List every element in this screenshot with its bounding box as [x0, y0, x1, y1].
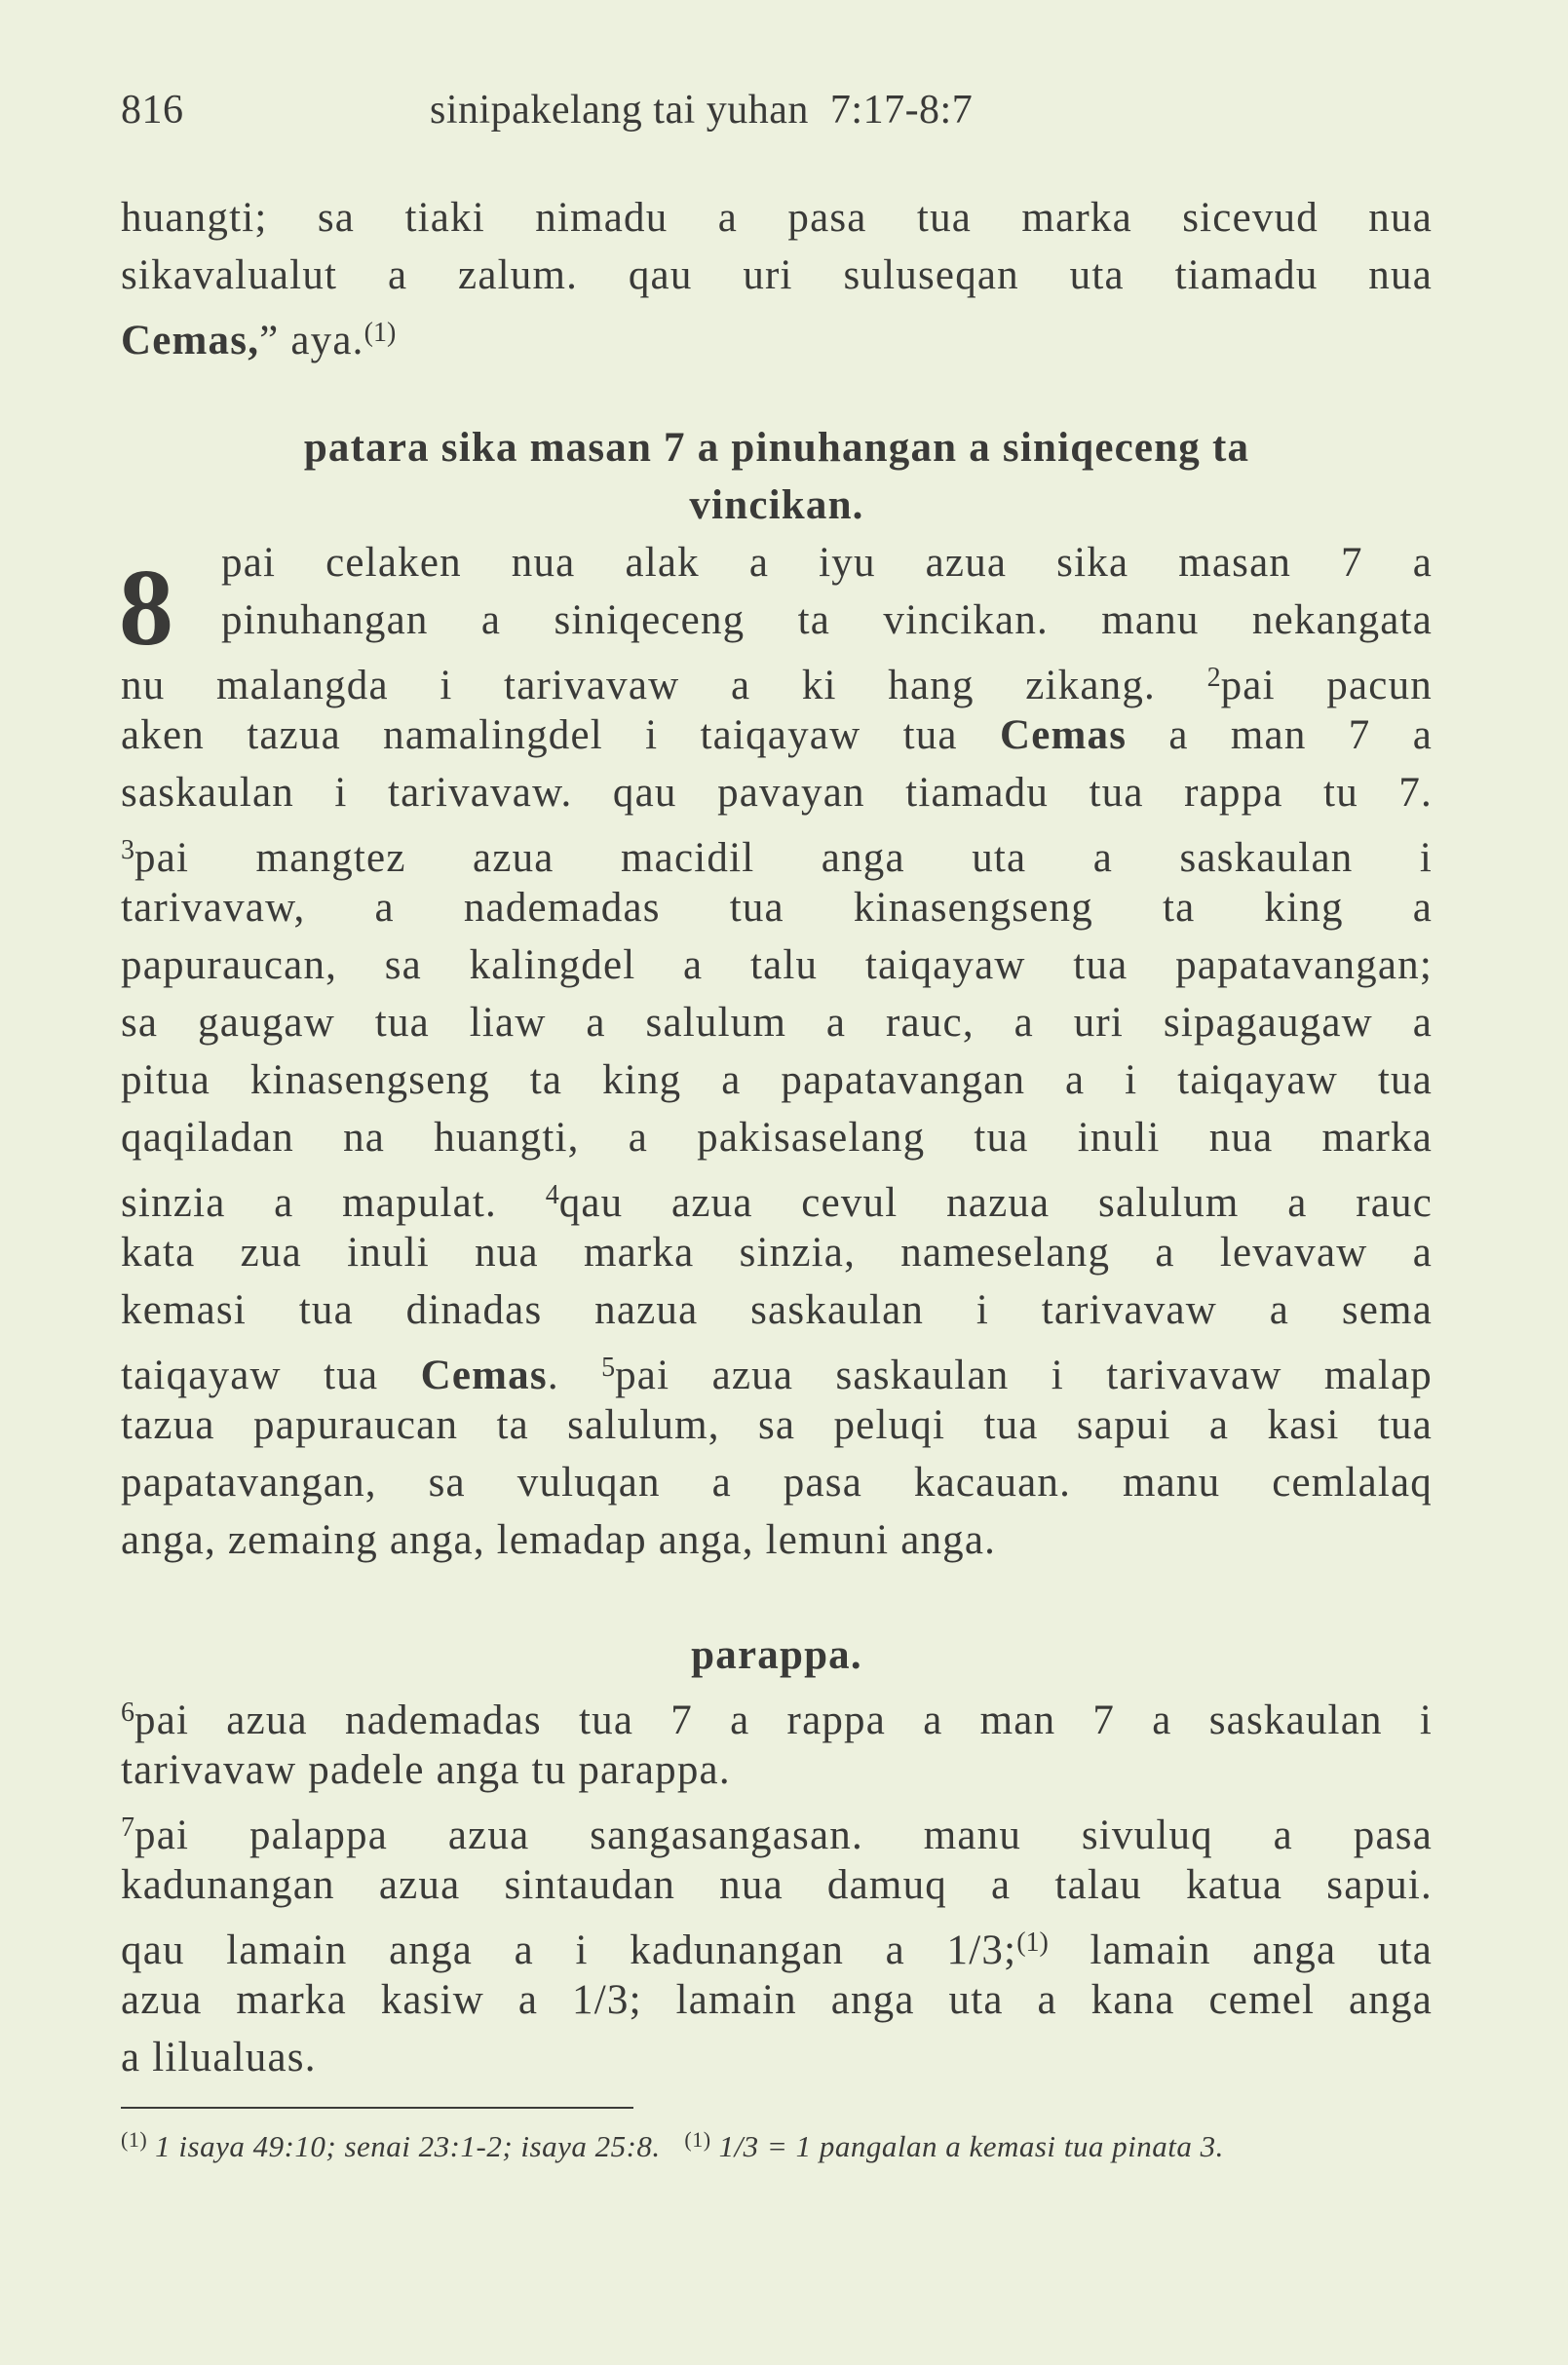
text-line [121, 1281, 1433, 1339]
section-heading-line [121, 419, 1433, 477]
text-line [121, 247, 1433, 304]
text-line [121, 534, 1433, 591]
verse-number: 6 [121, 1697, 134, 1728]
text-segment: pai celaken nua alak a iyu azua sika masan 7 a [221, 540, 1433, 586]
text-line [121, 1224, 1433, 1281]
text-segment: patara sika masan 7 a pinuhangan a siniqeceng ta [303, 425, 1250, 471]
text-segment: pai palappa azua sangasangasan. manu sivuluq a pasa [134, 1812, 1433, 1858]
verse-number: (1) [1016, 1927, 1049, 1958]
text-line [121, 1511, 1433, 1569]
text-segment: sa gaugaw tua liaw a salulum a rauc, a uri sipagaugaw a [121, 1000, 1433, 1046]
text-segment: pinuhangan a siniqeceng ta vincikan. manu nekangata [221, 597, 1433, 643]
footnotes [121, 2118, 1433, 2168]
text-segment: kadunangan azua sintaudan nua damuq a talau katua sapui. [121, 1862, 1433, 1908]
text-segment: kata zua inuli nua marka sinzia, nameselang a levavaw a [121, 1230, 1433, 1276]
text-line [121, 1109, 1433, 1166]
footnote [684, 2129, 1223, 2163]
text-segment: a lilualuas. [121, 2035, 317, 2080]
verse-number: 3 [121, 835, 134, 865]
text-line [121, 936, 1433, 994]
text-segment: kemasi tua dinadas nazua saskaulan i tarivavaw a sema [121, 1287, 1433, 1333]
text-segment: qau azua cevul nazua salulum a rauc [558, 1180, 1434, 1226]
text-segment: ” aya. [259, 318, 364, 363]
text-segment: pitua kinasengseng ta king a papatavangan a i taiqayaw tua [121, 1057, 1433, 1103]
page-number: 816 [121, 88, 184, 133]
text-line [121, 591, 1433, 649]
text-line [121, 764, 1433, 821]
text-segment: papuraucan, sa kalingdel a talu taiqayaw tua papatavangan; [121, 942, 1433, 988]
text-line [121, 2029, 1433, 2086]
text-line [121, 1684, 1433, 1741]
text-line [121, 1051, 1433, 1109]
text-line [121, 649, 1433, 706]
verse-number: 7 [121, 1812, 134, 1843]
footnote-divider [121, 2107, 633, 2109]
text-segment: parappa. [691, 1632, 862, 1678]
verse-number: 2 [1206, 663, 1221, 693]
footnote-text: 1/3 = 1 pangalan a kemasi tua pinata 3. [718, 2129, 1224, 2163]
text-segment: taiqayaw tua [121, 1353, 421, 1398]
text-segment: saskaulan i tarivavaw. qau pavayan tiamadu tua rappa tu 7. [121, 770, 1433, 816]
text-segment: azua marka kasiw a 1/3; lamain anga uta a kana cemel anga [121, 1977, 1433, 2023]
text-segment: a man 7 a [1127, 712, 1433, 758]
text-line [121, 706, 1433, 764]
text-line [121, 304, 1433, 362]
text-segment: sinzia a mapulat. [121, 1180, 546, 1226]
bold-word: Cemas [999, 712, 1128, 758]
text-line [121, 879, 1433, 936]
footnote-mark: (1) [121, 2127, 148, 2152]
text-segment: tazua papuraucan ta salulum, sa peluqi tua sapui a kasi tua [121, 1402, 1433, 1448]
body-text [121, 189, 1433, 2086]
text-line [121, 1914, 1433, 1971]
text-segment: aken tazua namalingdel i taiqayaw tua [121, 712, 1000, 758]
text-line [121, 189, 1433, 247]
footnote-text: 1 isaya 49:10; senai 23:1-2; isaya 25:8. [155, 2129, 661, 2163]
text-segment: sikavalualut a zalum. qau uri suluseqan uta tiamadu nua [121, 252, 1433, 298]
text-line [121, 1396, 1433, 1454]
text-line [121, 1454, 1433, 1511]
text-segment: pai mangtez azua macidil anga uta a saskaulan i [134, 835, 1433, 881]
blank-line [121, 1569, 1433, 1626]
verse-number: (1) [363, 318, 397, 348]
text-segment: pai azua nademadas tua 7 a rappa a man 7 a saskaulan i [134, 1697, 1433, 1743]
text-segment: tarivavaw padele anga tu parappa. [121, 1747, 731, 1793]
text-segment: pai azua saskaulan i tarivavaw malap [615, 1353, 1433, 1398]
section-heading-line [121, 477, 1433, 534]
verse-number: 4 [545, 1180, 559, 1210]
text-segment: pai pacun [1220, 663, 1433, 708]
bold-word: Cemas, [121, 318, 260, 363]
bold-word: Cemas [420, 1353, 548, 1398]
text-line [121, 1856, 1433, 1914]
text-segment: . [547, 1353, 602, 1398]
chapter-number-drop-cap: 8 [119, 548, 173, 668]
footnote-mark: (1) [684, 2127, 711, 2152]
footnote [121, 2129, 661, 2163]
text-line [121, 994, 1433, 1051]
text-line [121, 821, 1433, 879]
verse-number: 5 [601, 1353, 616, 1383]
running-title: sinipakelang tai yuhan 7:17-8:7 [430, 88, 974, 133]
text-line [121, 1741, 1433, 1799]
text-segment: tarivavaw, a nademadas tua kinasengseng ta king a [121, 885, 1433, 931]
section-heading-line [121, 1626, 1433, 1684]
text-segment: qau lamain anga a i kadunangan a 1/3; [121, 1927, 1017, 1973]
text-segment: huangti; sa tiaki nimadu a pasa tua marka sicevud nua [121, 195, 1433, 241]
text-segment: lamain anga uta [1048, 1927, 1434, 1973]
text-line [121, 1339, 1433, 1396]
blank-line [121, 362, 1433, 419]
text-segment: qaqiladan na huangti, a pakisaselang tua inuli nua marka [121, 1115, 1433, 1161]
text-segment: vincikan. [689, 482, 864, 528]
text-line [121, 1971, 1433, 2029]
text-segment: papatavangan, sa vuluqan a pasa kacauan. manu cemlalaq [121, 1460, 1433, 1506]
text-line [121, 1799, 1433, 1856]
text-segment: nu malangda i tarivavaw a ki hang zikang. [121, 663, 1207, 708]
text-segment: anga, zemaing anga, lemadap anga, lemuni anga. [121, 1517, 997, 1563]
text-line [121, 1166, 1433, 1224]
